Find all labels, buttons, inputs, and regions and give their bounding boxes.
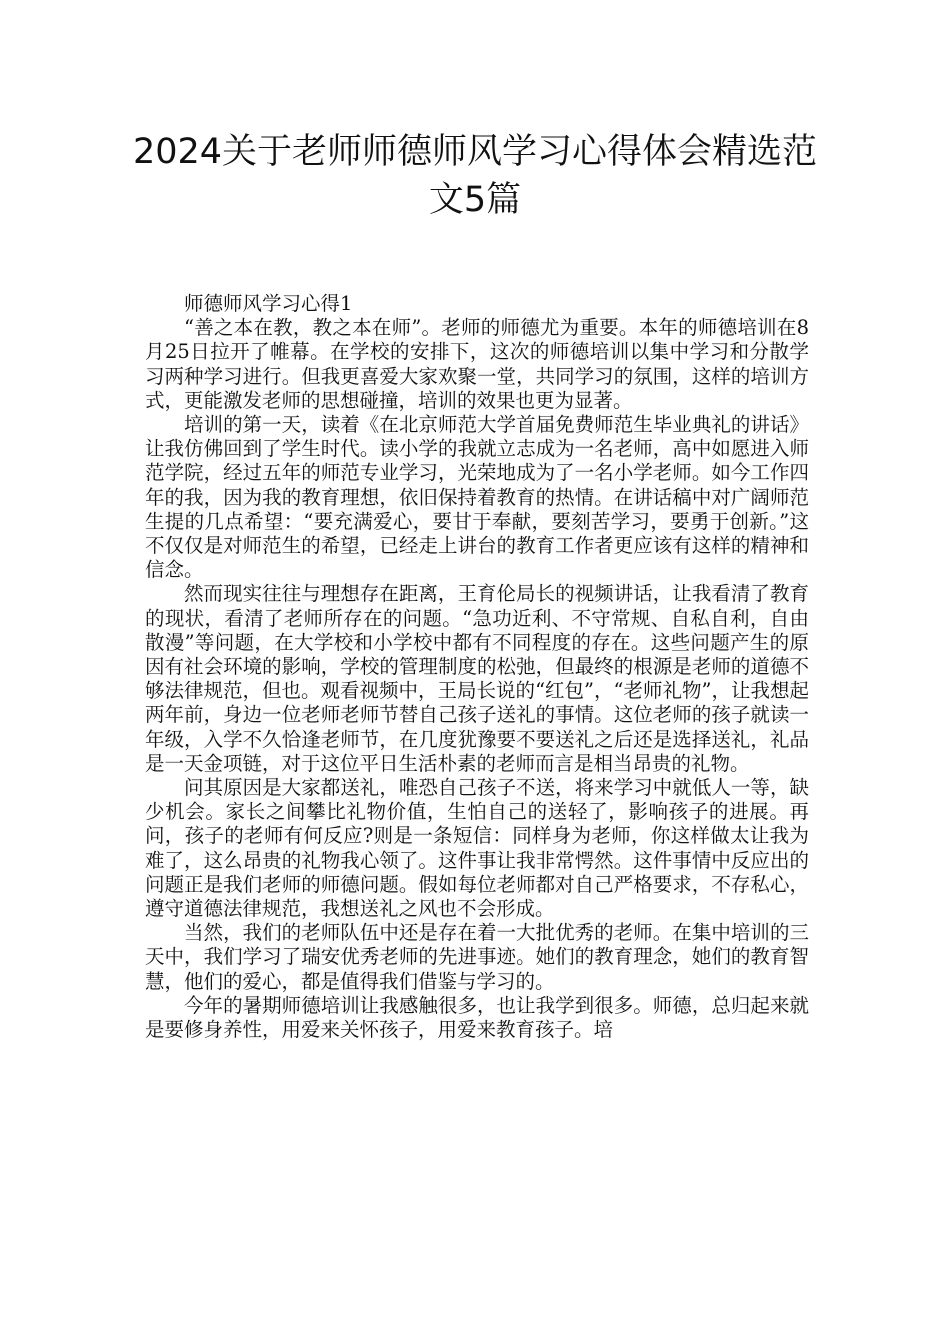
paragraph: 今年的暑期师德培训让我感触很多，也让我学到很多。师德，总归起来就是要修身养性，用爱来关怀孩子，用爱来教育孩子。培 — [145, 993, 809, 1042]
document-title: 2024关于老师师德师风学习心得体会精选范文5篇 — [132, 132, 818, 220]
section-heading: 师德师风学习心得1 — [184, 292, 353, 315]
paragraph: “善之本在教，教之本在师”。老师的师德尤为重要。本年的师德培训在8月25日拉开了帷幕。在学校的安排下，这次的师德培训以集中学习和分散学习两种学习进行。但我更喜爱大家欢聚一堂，共同学习的氛围，这样的培训方式，更能激发老师的思想碰撞，培训的效果也更为显著。 — [145, 316, 809, 412]
paragraph: 问其原因是大家都送礼，唯恐自己孩子不送，将来学习中就低人一等，缺少机会。家长之间攀比礼物价值，生怕自己的送轻了，影响孩子的进展。再问，孩子的老师有何反应?则是一条短信：同样身为老师，你这样做太让我为难了，这么昂贵的礼物我心领了。这件事让我非常愕然。这件事情中反应出的问题正是我们老师的师德问题。假如每位老师都对自己严格要求，不存私心，遵守道德法律规范，我想送礼之风也不会形成。 — [145, 776, 809, 921]
paragraph: 然而现实往往与理想存在距离，王育伦局长的视频讲话，让我看清了教育的现状，看清了老师所存在的问题。“急功近利、不守常规、自私自利，自由散漫”等问题，在大学校和小学校中都有不同程度的存在。这些问题产生的原因有社会环境的影响，学校的管理制度的松弛，但最终的根源是老师的道德不够法律规范，但也。观看视频中，王局长说的“红包”，“老师礼物”，让我想起两年前，身边一位老师老师节替自己孩子送礼的事情。这位老师的孩子就读一年级，入学不久恰逢老师节，在几度犹豫要不要送礼之后还是选择送礼，礼品是一天金项链，对于这位平日生活朴素的老师而言是相当昂贵的礼物。 — [145, 582, 809, 775]
document-body — [145, 292, 809, 1042]
paragraph: 培训的第一天，读着《在北京师范大学首届免费师范生毕业典礼的讲话》让我仿佛回到了学生时代。读小学的我就立志成为一名老师，高中如愿进入师范学院，经过五年的师范专业学习，光荣地成为了一名小学老师。如今工作四年的我，因为我的教育理想，依旧保持着教育的热情。在讲话稿中对广阔师范生提的几点希望：“要充满爱心，要甘于奉献，要刻苦学习，要勇于创新。”这不仅仅是对师范生的希望，已经走上讲台的教育工作者更应该有这样的精神和信念。 — [145, 413, 809, 582]
paragraph: 当然，我们的老师队伍中还是存在着一大批优秀的老师。在集中培训的三天中，我们学习了瑞安优秀老师的先进事迹。她们的教育理念，她们的教育智慧，他们的爱心，都是值得我们借鉴与学习的。 — [145, 921, 809, 993]
